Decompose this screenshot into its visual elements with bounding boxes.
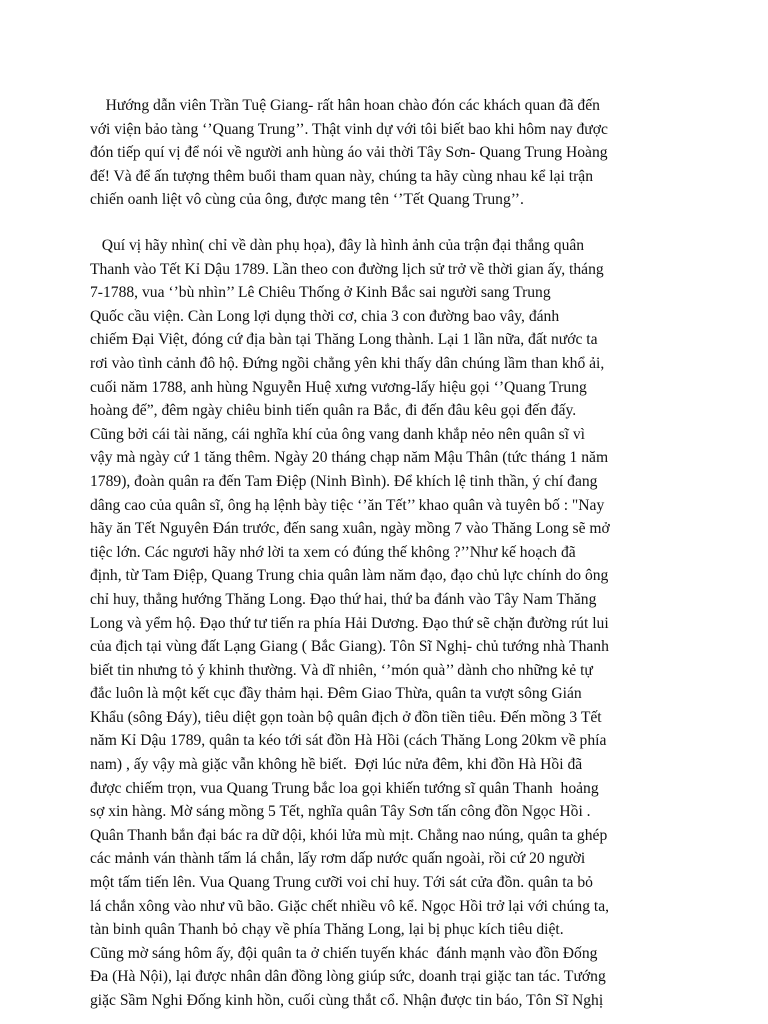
text-line: đón tiếp quí vị để nói về người anh hùng áo vải thời Tây Sơn- Quang Trung Hoàng [90, 144, 608, 162]
text-line: tiệc lớn. Các ngươi hãy nhớ lời ta xem có đúng thế không ?’’Như kế hoạch đã [90, 543, 576, 561]
text-line: định, từ Tam Điệp, Quang Trung chia quân làm năm đạo, đạo chủ lực chính do ông [90, 567, 609, 585]
text-line: Quí vị hãy nhìn( chỉ về dàn phụ họa), đây là hình ảnh của trận đại thắng quân [90, 237, 585, 254]
text-line: tàn binh quân Thanh bỏ chạy về phía Thăng Long, lại bị phục kích tiêu diệt. [90, 921, 564, 939]
text-line: hoàng đế”, đêm ngày chiêu binh tiến quân ra Bắc, đi đến đâu kêu gọi đến đấy. [90, 402, 577, 420]
text-line: các mảnh ván thành tấm lá chắn, lấy rơm dấp nước quấn ngoài, rồi cứ 20 người [90, 850, 586, 868]
text-line: Cũng bởi cái tài năng, cái nghĩa khí của ông vang danh khắp nẻo nên quân sĩ vì [90, 425, 585, 443]
text-line: hãy ăn Tết Nguyên Đán trước, đến sang xuân, ngày mồng 7 vào Thăng Long sẽ mở [90, 520, 610, 538]
text-line: 7-1788, vua ‘’bù nhìn’’ Lê Chiêu Thống ở Kinh Bắc sai người sang Trung [90, 284, 551, 302]
text-line: đắc luôn là một kết cục đầy thảm hại. Đêm Giao Thừa, quân ta vượt sông Gián [90, 685, 582, 703]
text-line: một tấm tiến lên. Vua Quang Trung cưỡi voi chỉ huy. Tới sát cửa đồn. quân ta bỏ [90, 874, 593, 892]
text-line: biết tin nhưng tỏ ý khinh thường. Và dĩ nhiên, ‘’món quà’’ dành cho những kẻ tự [90, 661, 593, 679]
text-line: được chiếm trọn, vua Quang Trung bắc loa gọi khiến tướng sĩ quân Thanh hoảng [90, 779, 599, 797]
text-line: sợ xin hàng. Mờ sáng mồng 5 Tết, nghĩa quân Tây Sơn tấn công đồn Ngọc Hồi . [90, 803, 591, 821]
paragraph-battle-story [90, 234, 690, 1013]
text-line: Thanh vào Tết Kỉ Dậu 1789. Lần theo con đường lịch sử trở về thời gian ấy, tháng [90, 260, 604, 278]
text-line: Đa (Hà Nội), lại được nhân dân đồng lòng giúp sức, doanh trại giặc tan tác. Tướng [90, 968, 606, 986]
text-line: Quốc cầu viện. Càn Long lợi dụng thời cơ, chia 3 con đường bao vây, đánh [90, 307, 560, 325]
text-line: chỉ huy, thẳng hướng Thăng Long. Đạo thứ hai, thứ ba đánh vào Tây Nam Thăng [90, 590, 597, 608]
text-line: 1789), đoàn quân ra đến Tam Điệp (Ninh Bình). Để khích lệ tinh thần, ý chí đang [90, 472, 598, 490]
text-line: giặc Sầm Nghi Đống kinh hồn, cuối cùng thắt cổ. Nhận được tin báo, Tôn Sĩ Nghị [90, 992, 604, 1009]
text-line: cuối năm 1788, anh hùng Nguyễn Huệ xưng vương-lấy hiệu gọi ‘’Quang Trung [90, 378, 587, 396]
text-line: đế! Và để ấn tượng thêm buổi tham quan này, chúng ta hãy cùng nhau kể lại trận [90, 167, 593, 185]
text-line: Hướng dẫn viên Trần Tuệ Giang- rất hân hoan chào đón các khách quan đã đến [90, 97, 600, 114]
text-line: nam) , ấy vậy mà giặc vẫn không hề biết. Đợi lúc nửa đêm, khi đồn Hà Hồi đã [90, 756, 583, 774]
paragraph-intro [90, 94, 690, 212]
text-line: vậy mà ngày cứ 1 tăng thêm. Ngày 20 tháng chạp năm Mậu Thân (tức tháng 1 năm [90, 449, 609, 467]
text-line: của địch tại vùng đất Lạng Giang ( Bắc Giang). Tôn Sĩ Nghị- chủ tướng nhà Thanh [90, 638, 609, 656]
text-line: Long và yểm hộ. Đạo thứ tư tiến ra phía Hải Dương. Đạo thứ sẽ chặn đường rút lui [90, 614, 609, 632]
text-line: Khẩu (sông Đáy), tiêu diệt gọn toàn bộ quân địch ở đồn tiền tiêu. Đến mồng 3 Tết [90, 708, 602, 726]
text-line: Quân Thanh bắn đại bác ra dữ dội, khói lửa mù mịt. Chẳng nao núng, quân ta ghép [90, 826, 608, 844]
text-line: với viện bảo tàng ‘’Quang Trung’’. Thật vinh dự với tôi biết bao khi hôm nay được [90, 120, 608, 138]
text-line: năm Kỉ Dậu 1789, quân ta kéo tới sát đồn Hà Hồi (cách Thăng Long 20km về phía [90, 732, 607, 750]
text-line: Cũng mờ sáng hôm ấy, đội quân ta ở chiến tuyến khác đánh mạnh vào đồn Đống [90, 944, 598, 962]
text-line: chiếm Đại Việt, đóng cứ địa bàn tại Thăng Long thành. Lại 1 lần nữa, đất nước ta [90, 331, 598, 349]
text-line: rơi vào tình cảnh đô hộ. Đứng ngồi chẳng yên khi thấy dân chúng lầm than khổ ải, [90, 354, 605, 372]
text-line: lá chắn xông vào như vũ bão. Giặc chết nhiều vô kể. Ngọc Hồi trở lại với chúng ta, [90, 897, 610, 915]
text-line: dâng cao của quân sĩ, ông hạ lệnh bày tiệc ‘’ăn Tết’’ khao quân và tuyên bố : "Nay [90, 496, 605, 514]
text-line: chiến oanh liệt vô cùng của ông, được mang tên ‘’Tết Quang Trung’’. [90, 191, 524, 209]
